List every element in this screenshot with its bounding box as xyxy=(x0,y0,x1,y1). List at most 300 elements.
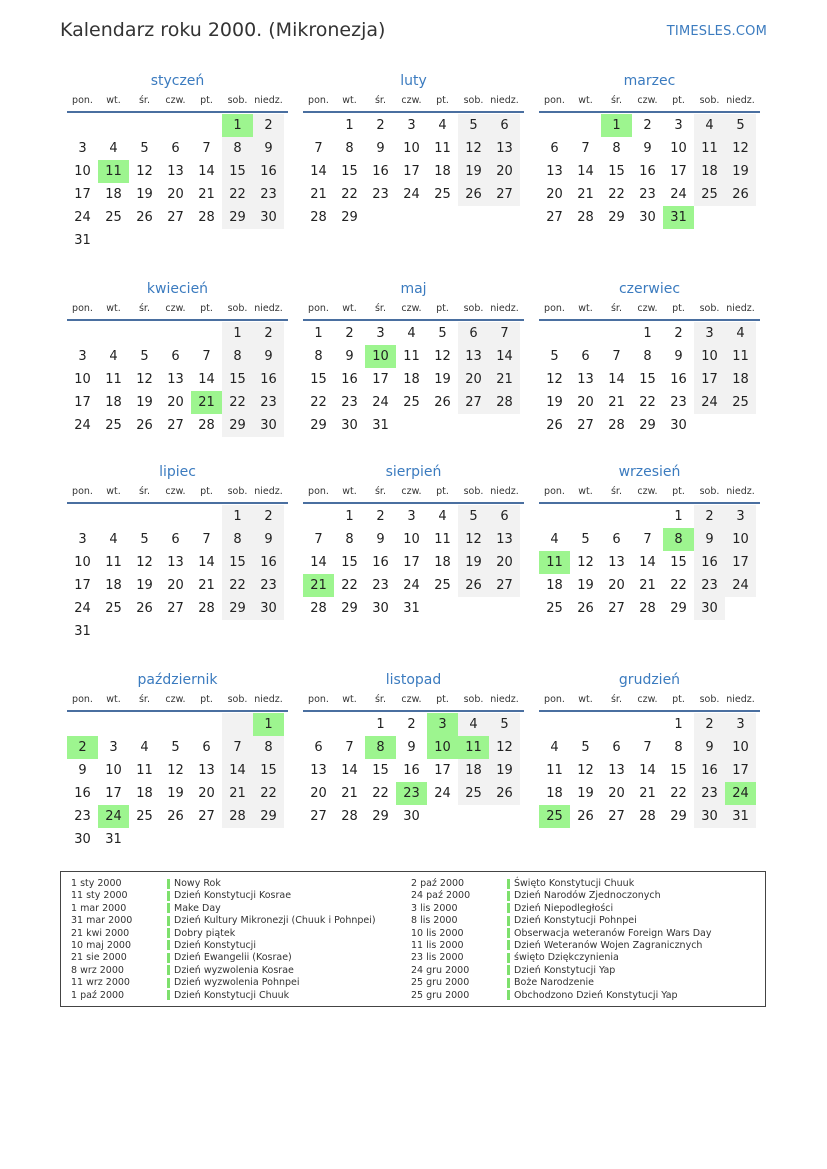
day-cell: 18 xyxy=(105,578,122,593)
legend-date: 1 mar 2000 xyxy=(71,902,127,914)
legend-row xyxy=(71,878,376,890)
days-grid xyxy=(539,505,760,620)
day-cell: 5 xyxy=(725,114,756,137)
day-cell: 7 xyxy=(581,141,590,156)
legend-holiday-name: Dzień Niepodległości xyxy=(514,902,614,914)
day-cell: 29 xyxy=(639,418,656,433)
day-cell: 14 xyxy=(222,759,253,782)
day-cell: 3 xyxy=(694,322,725,345)
day-cell: 4 xyxy=(725,322,756,345)
empty-cell xyxy=(539,322,570,345)
day-cell: 21 xyxy=(198,187,215,202)
header-divider xyxy=(67,319,288,321)
weekday-label: niedz. xyxy=(726,303,755,314)
day-cell: 31 xyxy=(74,233,91,248)
legend-date: 25 gru 2000 xyxy=(411,977,470,989)
day-cell: 14 xyxy=(639,555,656,570)
day-cell: 18 xyxy=(458,759,489,782)
weekday-label: pon. xyxy=(72,694,93,705)
weekday-label: niedz. xyxy=(254,486,283,497)
legend-holiday-name: Dzień wyzwolenia Pohnpei xyxy=(174,977,300,989)
day-cell: 5 xyxy=(581,532,590,547)
weekday-label: sob. xyxy=(227,486,248,497)
day-cell: 24 xyxy=(74,601,91,616)
day-cell: 16 xyxy=(253,551,284,574)
weekday-label: sob. xyxy=(463,486,484,497)
day-cell: 7 xyxy=(489,322,520,345)
day-cell: 25 xyxy=(136,809,153,824)
holiday-day: 2 xyxy=(67,736,98,759)
legend-date: 8 wrz 2000 xyxy=(71,964,124,976)
holiday-marker-icon xyxy=(167,916,170,926)
day-cell: 6 xyxy=(171,349,180,364)
day-cell: 29 xyxy=(341,601,358,616)
holiday-day: 10 xyxy=(365,345,396,368)
header-divider xyxy=(67,111,288,113)
day-cell: 4 xyxy=(458,713,489,736)
weekday-label: wt. xyxy=(342,303,357,314)
day-cell: 6 xyxy=(612,740,621,755)
weekday-label: pon. xyxy=(544,95,565,106)
day-cell: 9 xyxy=(643,141,652,156)
day-cell: 30 xyxy=(74,832,91,847)
day-cell: 19 xyxy=(489,759,520,782)
legend-column-right xyxy=(411,878,711,1002)
day-cell: 24 xyxy=(403,578,420,593)
month-9 xyxy=(539,463,760,620)
day-cell: 21 xyxy=(489,368,520,391)
day-cell: 29 xyxy=(222,206,253,229)
weekday-label: wt. xyxy=(106,694,121,705)
day-cell: 23 xyxy=(372,187,389,202)
weekday-label: pt. xyxy=(200,694,213,705)
day-cell: 18 xyxy=(136,786,153,801)
legend-holiday-name: święto Dziękczynienia xyxy=(514,952,619,964)
day-cell: 12 xyxy=(136,555,153,570)
day-cell: 21 xyxy=(639,578,656,593)
month-12 xyxy=(539,671,760,828)
day-cell: 1 xyxy=(643,326,652,341)
day-cell: 20 xyxy=(167,395,184,410)
days-grid xyxy=(539,713,760,828)
weekday-label: wt. xyxy=(578,694,593,705)
day-cell: 31 xyxy=(372,418,389,433)
day-cell: 8 xyxy=(643,349,652,364)
holiday-marker-icon xyxy=(167,940,170,950)
day-cell: 22 xyxy=(222,574,253,597)
weekday-label: sob. xyxy=(463,95,484,106)
legend-date: 31 mar 2000 xyxy=(71,915,133,927)
day-cell: 3 xyxy=(78,349,87,364)
day-cell: 4 xyxy=(550,740,559,755)
legend-row xyxy=(71,977,376,989)
day-cell: 7 xyxy=(314,141,323,156)
legend-row xyxy=(411,915,711,927)
day-cell: 7 xyxy=(612,349,621,364)
day-cell: 24 xyxy=(403,187,420,202)
day-cell: 18 xyxy=(546,578,563,593)
day-cell: 10 xyxy=(74,164,91,179)
day-cell: 10 xyxy=(105,763,122,778)
day-cell: 29 xyxy=(372,809,389,824)
day-cell: 16 xyxy=(694,551,725,574)
day-cell: 5 xyxy=(458,114,489,137)
day-cell: 9 xyxy=(253,528,284,551)
day-cell: 13 xyxy=(198,763,215,778)
weekday-header xyxy=(303,94,524,111)
day-cell: 30 xyxy=(694,805,725,828)
day-cell: 17 xyxy=(74,187,91,202)
day-cell: 21 xyxy=(639,786,656,801)
legend-date: 25 gru 2000 xyxy=(411,989,470,1001)
day-cell: 14 xyxy=(310,164,327,179)
day-cell: 30 xyxy=(253,206,284,229)
day-cell: 22 xyxy=(253,782,284,805)
day-cell: 6 xyxy=(581,349,590,364)
day-cell: 26 xyxy=(136,601,153,616)
month-name: kwiecień xyxy=(146,281,209,297)
day-cell: 12 xyxy=(458,528,489,551)
weekday-label: sob. xyxy=(227,694,248,705)
day-cell: 17 xyxy=(372,372,389,387)
day-cell: 27 xyxy=(489,183,520,206)
day-cell: 22 xyxy=(222,391,253,414)
legend-row xyxy=(71,903,376,915)
month-name: wrzesień xyxy=(618,464,681,480)
day-cell: 6 xyxy=(171,141,180,156)
day-cell: 10 xyxy=(670,141,687,156)
weekday-label: niedz. xyxy=(254,303,283,314)
day-cell: 3 xyxy=(407,509,416,524)
day-cell: 15 xyxy=(222,551,253,574)
header-divider xyxy=(67,710,288,712)
day-cell: 27 xyxy=(310,809,327,824)
month-name: luty xyxy=(400,73,427,89)
weekday-label: wt. xyxy=(106,486,121,497)
day-cell: 1 xyxy=(345,118,354,133)
weekday-label: pon. xyxy=(544,694,565,705)
day-cell: 30 xyxy=(372,601,389,616)
day-cell: 7 xyxy=(345,740,354,755)
day-cell: 23 xyxy=(694,574,725,597)
day-cell: 30 xyxy=(670,418,687,433)
weekday-label: pt. xyxy=(436,95,449,106)
weekday-label: śr. xyxy=(138,694,150,705)
holiday-marker-icon xyxy=(507,940,510,950)
day-cell: 29 xyxy=(253,805,284,828)
weekday-label: pt. xyxy=(672,694,685,705)
day-cell: 13 xyxy=(577,372,594,387)
day-cell: 25 xyxy=(105,601,122,616)
weekday-label: wt. xyxy=(106,303,121,314)
legend-row xyxy=(411,990,711,1002)
day-cell: 27 xyxy=(608,809,625,824)
day-cell: 25 xyxy=(105,210,122,225)
day-cell: 5 xyxy=(140,141,149,156)
empty-cell xyxy=(129,713,160,736)
day-cell: 5 xyxy=(581,740,590,755)
empty-cell xyxy=(160,505,191,528)
day-cell: 27 xyxy=(167,418,184,433)
day-cell: 22 xyxy=(608,187,625,202)
day-cell: 14 xyxy=(198,372,215,387)
day-cell: 12 xyxy=(489,736,520,759)
empty-cell xyxy=(601,505,632,528)
day-cell: 16 xyxy=(341,372,358,387)
day-cell: 25 xyxy=(105,418,122,433)
holiday-day: 25 xyxy=(539,805,570,828)
header-divider xyxy=(67,502,288,504)
day-cell: 22 xyxy=(670,786,687,801)
day-cell: 27 xyxy=(458,391,489,414)
weekday-header xyxy=(539,693,760,710)
empty-cell xyxy=(303,713,334,736)
day-cell: 19 xyxy=(434,372,451,387)
legend-row xyxy=(71,990,376,1002)
weekday-label: pon. xyxy=(308,95,329,106)
day-cell: 27 xyxy=(546,210,563,225)
empty-cell xyxy=(67,114,98,137)
day-cell: 23 xyxy=(253,183,284,206)
day-cell: 7 xyxy=(202,532,211,547)
day-cell: 17 xyxy=(403,555,420,570)
day-cell: 5 xyxy=(438,326,447,341)
empty-cell xyxy=(303,505,334,528)
weekday-label: śr. xyxy=(138,303,150,314)
day-cell: 23 xyxy=(372,578,389,593)
day-cell: 25 xyxy=(403,395,420,410)
day-cell: 20 xyxy=(167,187,184,202)
day-cell: 3 xyxy=(78,532,87,547)
legend-row xyxy=(411,890,711,902)
day-cell: 11 xyxy=(546,763,563,778)
empty-cell xyxy=(129,114,160,137)
day-cell: 13 xyxy=(167,372,184,387)
holiday-day: 1 xyxy=(601,114,632,137)
day-cell: 9 xyxy=(407,740,416,755)
day-cell: 20 xyxy=(458,368,489,391)
day-cell: 10 xyxy=(403,141,420,156)
day-cell: 7 xyxy=(202,349,211,364)
day-cell: 29 xyxy=(222,414,253,437)
day-cell: 24 xyxy=(725,574,756,597)
empty-cell xyxy=(632,505,663,528)
holiday-marker-icon xyxy=(167,891,170,901)
header-divider xyxy=(303,111,524,113)
days-grid xyxy=(303,505,524,620)
days-grid xyxy=(539,322,760,437)
weekday-header xyxy=(539,485,760,502)
month-name: listopad xyxy=(385,672,442,688)
header-divider xyxy=(303,710,524,712)
legend-holiday-name: Dzień Konstytucji xyxy=(174,939,256,951)
month-6 xyxy=(539,280,760,437)
day-cell: 28 xyxy=(198,418,215,433)
weekday-label: niedz. xyxy=(490,303,519,314)
day-cell: 31 xyxy=(74,624,91,639)
day-cell: 28 xyxy=(639,601,656,616)
day-cell: 8 xyxy=(612,141,621,156)
holiday-day: 24 xyxy=(725,782,756,805)
day-cell: 11 xyxy=(725,345,756,368)
day-cell: 5 xyxy=(140,349,149,364)
day-cell: 29 xyxy=(222,597,253,620)
brand-link[interactable]: TIMESLES.COM xyxy=(666,24,767,39)
day-cell: 11 xyxy=(434,141,451,156)
day-cell: 28 xyxy=(489,391,520,414)
day-cell: 11 xyxy=(105,555,122,570)
day-cell: 20 xyxy=(577,395,594,410)
day-cell: 25 xyxy=(725,391,756,414)
day-cell: 15 xyxy=(639,372,656,387)
day-cell: 8 xyxy=(674,740,683,755)
day-cell: 14 xyxy=(608,372,625,387)
day-cell: 10 xyxy=(694,345,725,368)
day-cell: 15 xyxy=(670,763,687,778)
day-cell: 23 xyxy=(670,395,687,410)
legend-row xyxy=(411,928,711,940)
day-cell: 16 xyxy=(372,164,389,179)
day-cell: 10 xyxy=(725,528,756,551)
holiday-day: 10 xyxy=(427,736,458,759)
day-cell: 21 xyxy=(222,782,253,805)
weekday-label: sob. xyxy=(699,95,720,106)
day-cell: 13 xyxy=(546,164,563,179)
day-cell: 20 xyxy=(489,160,520,183)
day-cell: 3 xyxy=(725,713,756,736)
day-cell: 13 xyxy=(458,345,489,368)
legend-row xyxy=(411,878,711,890)
day-cell: 24 xyxy=(694,391,725,414)
month-name: styczeń xyxy=(150,73,205,89)
month-name: grudzień xyxy=(618,672,681,688)
day-cell: 7 xyxy=(314,532,323,547)
empty-cell xyxy=(160,114,191,137)
weekday-label: wt. xyxy=(342,694,357,705)
day-cell: 21 xyxy=(577,187,594,202)
day-cell: 7 xyxy=(643,740,652,755)
day-cell: 15 xyxy=(222,160,253,183)
day-cell: 17 xyxy=(74,395,91,410)
holiday-marker-icon xyxy=(167,990,170,1000)
weekday-label: czw. xyxy=(165,95,186,106)
holiday-day: 23 xyxy=(396,782,427,805)
day-cell: 25 xyxy=(434,578,451,593)
days-grid xyxy=(67,713,288,851)
weekday-label: czw. xyxy=(637,95,658,106)
holiday-marker-icon xyxy=(507,990,510,1000)
legend-holiday-name: Święto Konstytucji Chuuk xyxy=(514,878,635,889)
legend-date: 1 sty 2000 xyxy=(71,878,122,889)
day-cell: 6 xyxy=(489,505,520,528)
day-cell: 26 xyxy=(546,418,563,433)
day-cell: 22 xyxy=(341,578,358,593)
day-cell: 9 xyxy=(376,532,385,547)
weekday-label: wt. xyxy=(106,95,121,106)
day-cell: 3 xyxy=(78,141,87,156)
day-cell: 12 xyxy=(434,349,451,364)
days-grid xyxy=(303,322,524,437)
day-cell: 26 xyxy=(167,809,184,824)
holiday-marker-icon xyxy=(507,965,510,975)
legend-date: 1 paź 2000 xyxy=(71,989,125,1001)
empty-cell xyxy=(601,322,632,345)
empty-cell xyxy=(98,322,129,345)
day-cell: 28 xyxy=(198,601,215,616)
holiday-marker-icon xyxy=(507,916,510,926)
empty-cell xyxy=(98,505,129,528)
empty-cell xyxy=(191,505,222,528)
day-cell: 30 xyxy=(253,414,284,437)
day-cell: 15 xyxy=(608,164,625,179)
day-cell: 27 xyxy=(489,574,520,597)
weekday-label: wt. xyxy=(578,486,593,497)
weekday-label: czw. xyxy=(165,303,186,314)
day-cell: 26 xyxy=(489,782,520,805)
days-grid xyxy=(539,114,760,229)
weekday-label: pon. xyxy=(308,486,329,497)
day-cell: 31 xyxy=(403,601,420,616)
day-cell: 16 xyxy=(253,160,284,183)
day-cell: 21 xyxy=(198,578,215,593)
weekday-label: pt. xyxy=(436,694,449,705)
day-cell: 12 xyxy=(136,164,153,179)
day-cell: 18 xyxy=(105,395,122,410)
day-cell: 4 xyxy=(109,532,118,547)
empty-cell xyxy=(570,713,601,736)
day-cell: 14 xyxy=(341,763,358,778)
empty-cell xyxy=(67,713,98,736)
day-cell: 11 xyxy=(105,372,122,387)
day-cell: 5 xyxy=(489,713,520,736)
day-cell: 1 xyxy=(376,717,385,732)
day-cell: 2 xyxy=(253,505,284,528)
day-cell: 4 xyxy=(407,326,416,341)
weekday-label: wt. xyxy=(578,95,593,106)
page-title: Kalendarz roku 2000. (Mikronezja) xyxy=(60,19,386,41)
day-cell: 17 xyxy=(74,578,91,593)
weekday-label: niedz. xyxy=(254,694,283,705)
day-cell: 23 xyxy=(74,809,91,824)
day-cell: 6 xyxy=(489,114,520,137)
days-grid xyxy=(67,322,288,437)
day-cell: 12 xyxy=(725,137,756,160)
empty-cell xyxy=(98,713,129,736)
empty-cell xyxy=(539,114,570,137)
day-cell: 12 xyxy=(458,137,489,160)
day-cell: 18 xyxy=(725,368,756,391)
day-cell: 8 xyxy=(222,528,253,551)
day-cell: 18 xyxy=(105,187,122,202)
header-divider xyxy=(303,319,524,321)
month-8 xyxy=(303,463,524,620)
day-cell: 12 xyxy=(577,555,594,570)
day-cell: 14 xyxy=(198,164,215,179)
weekday-label: pon. xyxy=(308,303,329,314)
day-cell: 17 xyxy=(725,551,756,574)
day-cell: 14 xyxy=(310,555,327,570)
day-cell: 25 xyxy=(694,183,725,206)
weekday-label: pon. xyxy=(544,303,565,314)
legend-row xyxy=(411,977,711,989)
legend-holiday-name: Dzień Weteranów Wojen Zagranicznych xyxy=(514,939,703,951)
weekday-header xyxy=(539,302,760,319)
day-cell: 11 xyxy=(694,137,725,160)
day-cell: 22 xyxy=(670,578,687,593)
weekday-label: sob. xyxy=(699,694,720,705)
weekday-label: pt. xyxy=(200,95,213,106)
day-cell: 12 xyxy=(577,763,594,778)
